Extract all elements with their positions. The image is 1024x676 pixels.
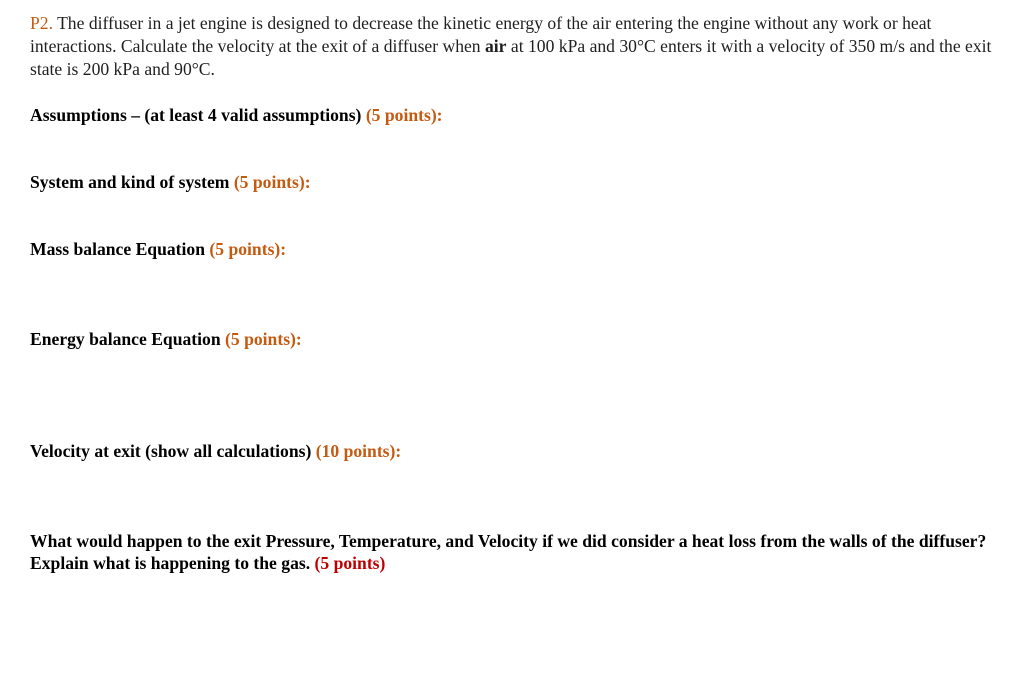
problem-bold-word: air [485, 36, 507, 56]
problem-statement [30, 12, 1005, 81]
section-label: System and kind of system [30, 172, 234, 192]
section-points: (10 points): [315, 441, 402, 461]
section-label: Velocity at exit (show all calculations) [30, 441, 316, 461]
section-points: (5 points): [225, 329, 302, 349]
heat-loss-question [30, 530, 1005, 574]
section-label: Mass balance Equation [30, 239, 210, 259]
section-points: (5 points): [209, 239, 287, 259]
assumptions-heading [30, 104, 1005, 126]
section-label: Energy balance Equation [30, 329, 226, 349]
section-label: Assumptions – (at least 4 valid assumptions) [30, 105, 366, 125]
velocity-heading [30, 440, 1005, 462]
section-points: (5 points): [233, 172, 311, 192]
energy-balance-heading [30, 328, 1005, 350]
section-points: (5 points): [365, 105, 443, 125]
problem-text-part1: The diffuser in a jet engine is designed to decrease the kinetic energy of the air entering the engine without any work or heat interactions. Calculate the velocity at the exit of a diffuser when [30, 13, 932, 56]
section-label: What would happen to the exit Pressure, Temperature, and Velocity if we did consider a heat loss from the walls of the diffuser? Explain what is happening to the gas. [30, 531, 987, 573]
section-points: (5 points) [314, 553, 386, 573]
problem-text-part2: at 100 kPa and 30°C enters it with a velocity of 350 m/s and the exit state is 200 kPa and 90°C. [30, 36, 992, 79]
system-heading [30, 171, 1005, 193]
problem-number: P2. [30, 13, 53, 33]
mass-balance-heading [30, 238, 1005, 260]
